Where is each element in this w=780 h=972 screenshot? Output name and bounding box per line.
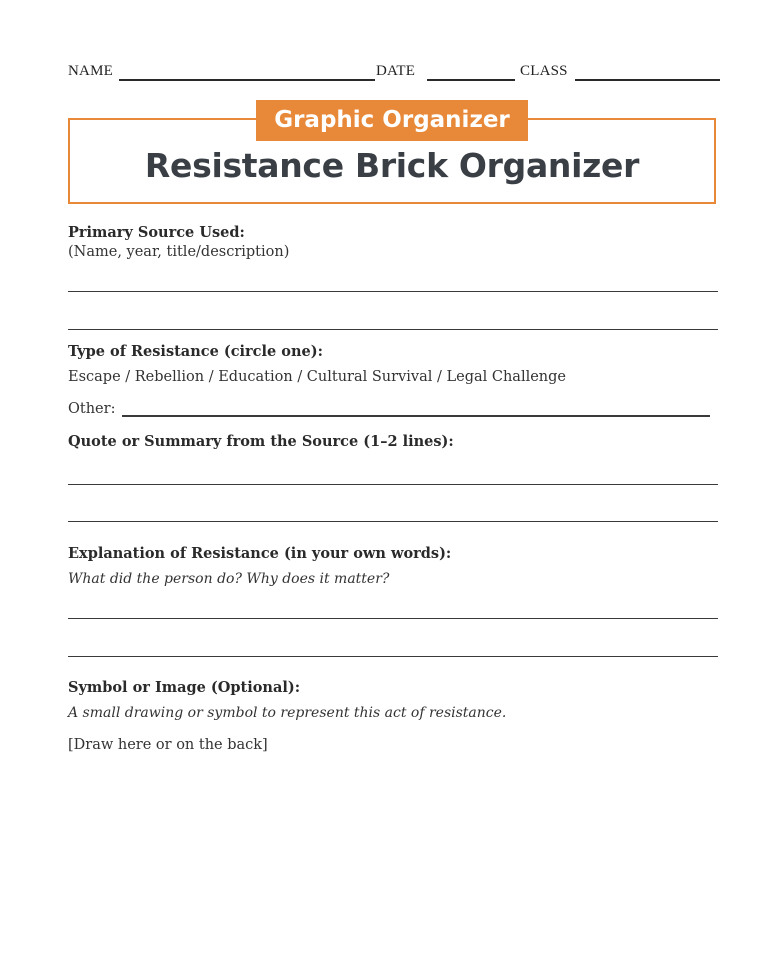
date-field-line[interactable] [427,79,515,81]
type-of-resistance-label: Type of Resistance (circle one): [68,343,323,360]
quote-line-1[interactable] [68,484,718,485]
primary-source-line-2[interactable] [68,329,718,330]
page-title: Resistance Brick Organizer [144,146,640,185]
quote-line-2[interactable] [68,521,718,522]
other-label: Other: [68,401,116,417]
graphic-organizer-badge: Graphic Organizer [256,100,528,141]
primary-source-line-1[interactable] [68,291,718,292]
name-field-line[interactable] [119,79,375,81]
primary-source-label: Primary Source Used: [68,224,245,241]
explanation-hint: What did the person do? Why does it matter? [68,571,390,587]
draw-instruction: [Draw here or on the back] [68,737,268,753]
symbol-label: Symbol or Image (Optional): [68,679,301,696]
resistance-options[interactable]: Escape / Rebellion / Education / Cultural Survival / Legal Challenge [68,369,566,385]
explanation-line-2[interactable] [68,656,718,657]
class-field-line[interactable] [575,79,720,81]
primary-source-hint: (Name, year, title/description) [68,244,290,260]
explanation-label: Explanation of Resistance (in your own words): [68,545,452,562]
explanation-line-1[interactable] [68,618,718,619]
date-label: DATE [376,63,416,79]
quote-label: Quote or Summary from the Source (1–2 lines): [68,433,454,450]
other-field-line[interactable] [122,415,710,417]
class-label: CLASS [520,63,568,79]
name-label: NAME [68,63,113,79]
symbol-hint: A small drawing or symbol to represent this act of resistance. [68,705,507,721]
